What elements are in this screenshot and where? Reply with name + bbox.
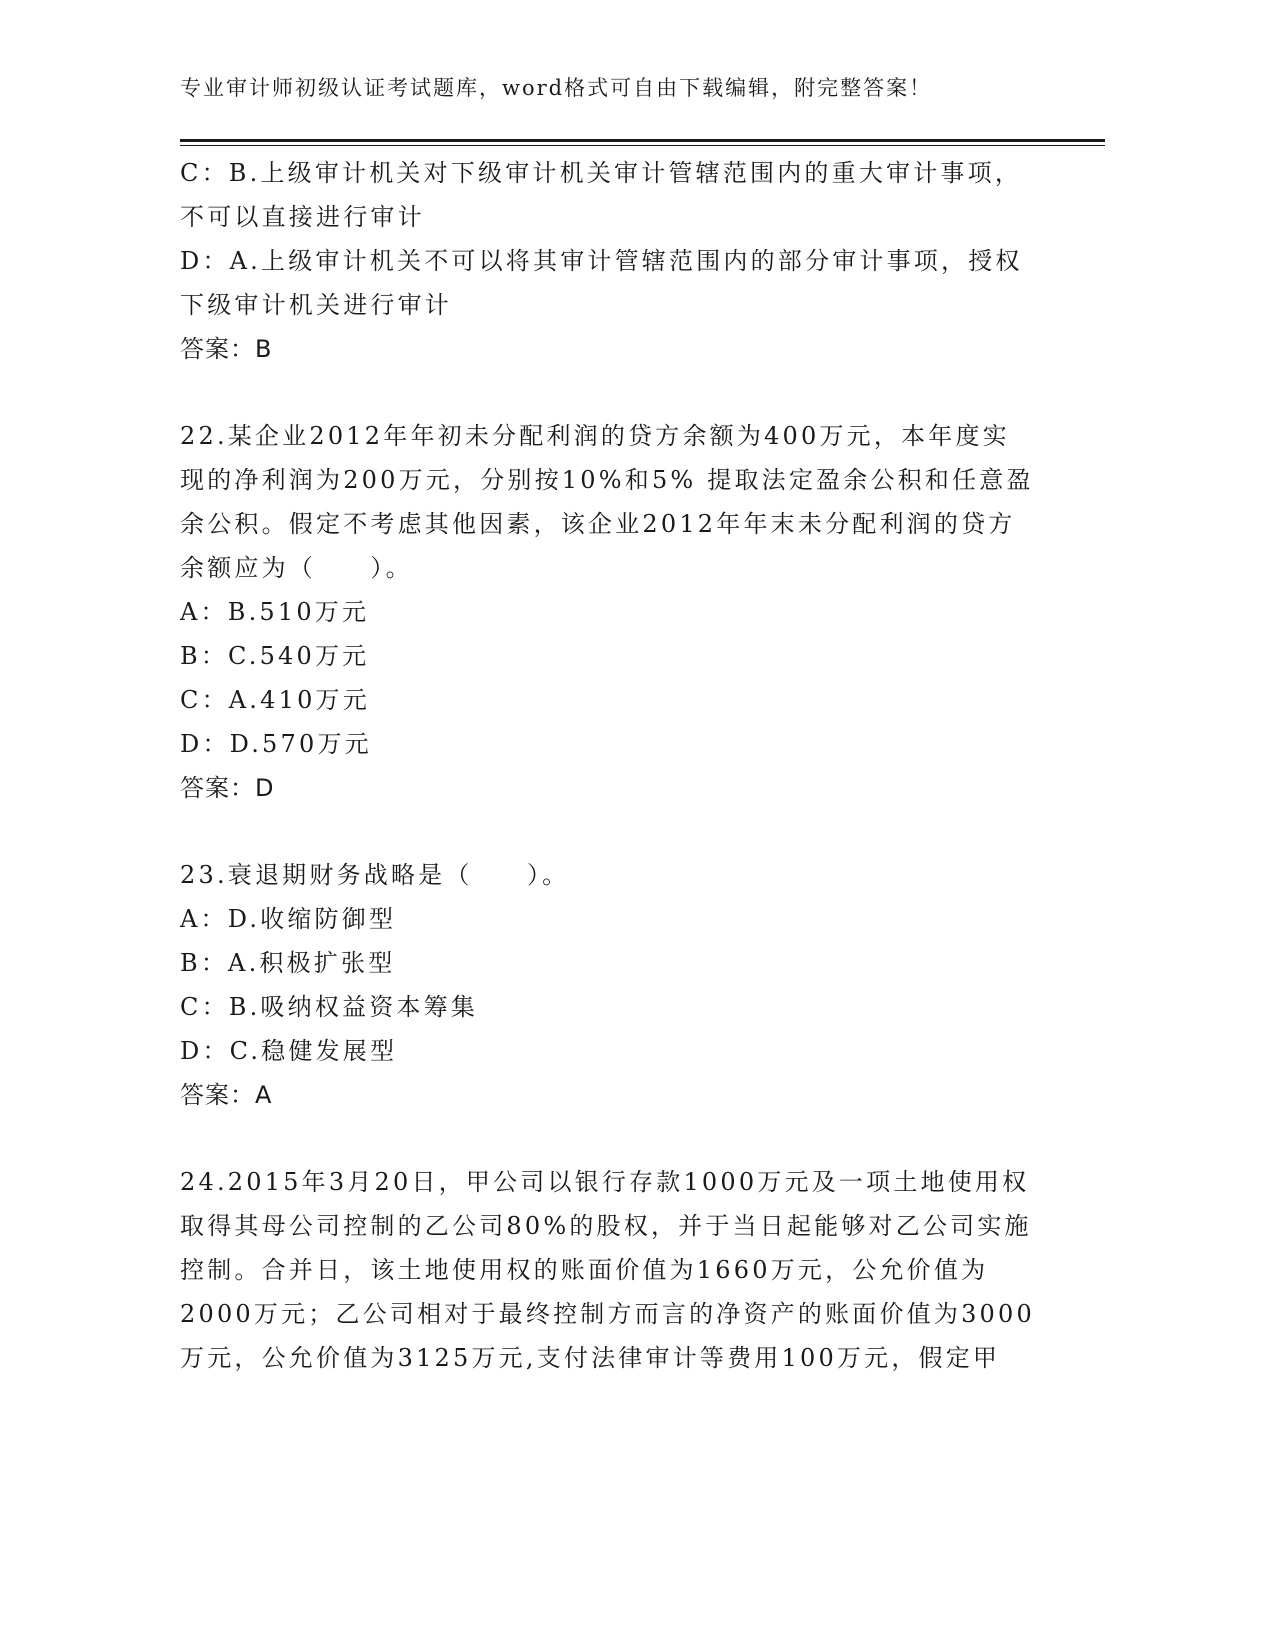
option-line: B：C.540万元 bbox=[180, 642, 370, 670]
question-block bbox=[180, 1160, 1040, 1380]
block-gap bbox=[180, 371, 1040, 414]
option-line: 不可以直接进行审计 bbox=[180, 203, 425, 231]
page-header: 专业审计师初级认证考试题库，word格式可自由下载编辑，附完整答案！ bbox=[180, 76, 933, 100]
question-stem-line: 余公积。假定不考虑其他因素，该企业2012年年末未分配利润的贷方 bbox=[180, 510, 1016, 538]
option-line: D：A.上级审计机关不可以将其审计管辖范围内的部分审计事项，授权 bbox=[180, 247, 1023, 275]
option-line: C：B.上级审计机关对下级审计机关审计管辖范围内的重大审计事项， bbox=[180, 159, 1023, 187]
header-rule-thick bbox=[180, 139, 1105, 142]
option-line: D：C.稳健发展型 bbox=[180, 1037, 398, 1065]
block-gap bbox=[180, 810, 1040, 853]
question-stem-line: 22.某企业2012年年初未分配利润的贷方余额为400万元，本年度实 bbox=[180, 422, 1010, 450]
question-stem-line: 23.衰退期财务战略是（ ）。 bbox=[180, 861, 570, 889]
question-stem-line: 控制。合并日，该土地使用权的账面价值为1660万元，公允价值为 bbox=[180, 1256, 989, 1284]
question-content bbox=[180, 151, 1040, 1380]
option-line: 下级审计机关进行审计 bbox=[180, 291, 452, 319]
question-stem-line: 24.2015年3月20日，甲公司以银行存款1000万元及一项土地使用权 bbox=[180, 1168, 1030, 1196]
question-stem-line: 现的净利润为200万元，分别按10%和5% 提取法定盈余公积和任意盈 bbox=[180, 466, 1034, 494]
option-line: C：A.410万元 bbox=[180, 686, 370, 714]
header-rule-thin bbox=[180, 145, 1105, 146]
question-stem-line: 2000万元；乙公司相对于最终控制方而言的净资产的账面价值为3000 bbox=[180, 1300, 1035, 1328]
block-gap bbox=[180, 1117, 1040, 1160]
answer-line: 答案：A bbox=[180, 1081, 273, 1109]
option-line: A：B.510万元 bbox=[180, 598, 370, 626]
question-stem-line: 取得其母公司控制的乙公司80%的股权，并于当日起能够对乙公司实施 bbox=[180, 1212, 1032, 1240]
answer-line: 答案：D bbox=[180, 774, 275, 802]
option-line: D：D.570万元 bbox=[180, 730, 372, 758]
question-block bbox=[180, 414, 1040, 810]
question-block bbox=[180, 853, 1040, 1117]
answer-line: 答案：B bbox=[180, 335, 273, 363]
question-block bbox=[180, 151, 1040, 371]
question-stem-line: 万元，公允价值为3125万元,支付法律审计等费用100万元，假定甲 bbox=[180, 1344, 1001, 1372]
question-stem-line: 余额应为（ ）。 bbox=[180, 554, 413, 582]
option-line: A：D.收缩防御型 bbox=[180, 905, 397, 933]
option-line: C：B.吸纳权益资本筹集 bbox=[180, 993, 479, 1021]
option-line: B：A.积极扩张型 bbox=[180, 949, 396, 977]
